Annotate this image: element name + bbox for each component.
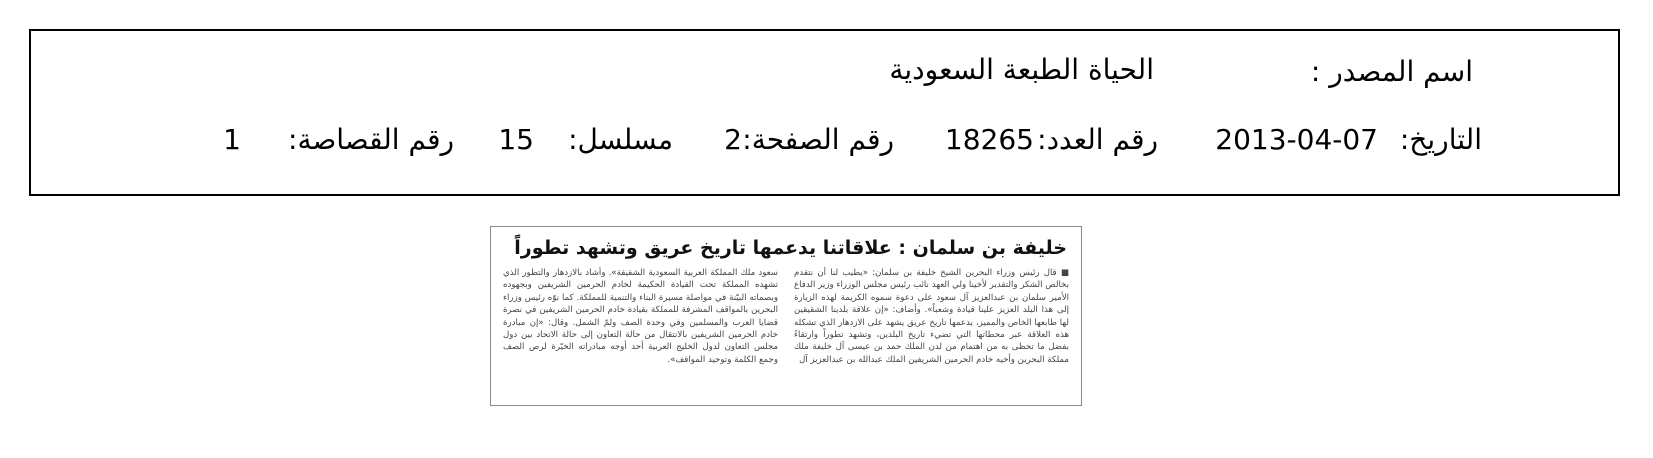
clipping-body — [503, 267, 1069, 399]
date-label: التاريخ: — [1399, 123, 1482, 156]
clipping-column-2 — [503, 267, 778, 399]
clipping-headline: خليفة بن سلمان : علاقاتنا يدعمها تاريخ عريق وتشهد تطوراً — [514, 237, 1067, 259]
clip-value: 1 — [223, 123, 241, 156]
serial-value: 15 — [498, 123, 534, 156]
clipping-column-2-text: سعود ملك المملكة العربية السعودية الشقيقة». وأشاد بالازدهار والتطور الذي تشهده المملكة تحت القيادة الحكيمة لخادم الحرمين الشريفين وبجهوده وبصماته البيّنة في مواصلة مسيرة البناء والتنمية للمملكة. كما نوّه رئيس وزراء البحرين بالمواقف المشرفة للمملكة بقيادة خادم الحرمين الشريفين في نصرة قضايا العرب والمسلمين وفي وحدة الصف ولمّ الشمل. وقال: «إن مبادرة خادم الحرمين الشريفين بالانتقال من حالة التعاون إلى حالة الاتحاد بين دول مجلس التعاون لدول الخليج العربية أحد أوجه مبادراته الخيّرة لرص الصف وجمع الكلمة وتوحيد المواقف». — [503, 268, 778, 365]
source-info-box — [29, 29, 1620, 196]
clip-label: رقم القصاصة: — [288, 123, 454, 156]
source-label: اسم المصدر : — [1310, 55, 1473, 88]
serial-label: مسلسل: — [568, 123, 673, 156]
clipping-column-1 — [794, 267, 1069, 399]
issue-value: 18265 — [944, 123, 1034, 156]
newspaper-clipping — [490, 226, 1082, 406]
date-value: 2013-04-07 — [1215, 123, 1378, 156]
source-value: الحياة الطبعة السعودية — [889, 53, 1154, 86]
clipping-column-1-text: ■ قال رئيس وزراء البحرين الشيخ خليفة بن سلمان: «يطيب لنا أن نتقدم بخالص الشكر والتقدير لأخينا ولي العهد نائب رئيس مجلس الوزراء وزير الدفاع الأمير سلمان بن عبدالعزيز آل سعود على دعوة سموه الكريمة لهذه الزيارة إلى هذا البلد العزيز علينا قيادة وشعباً». وأضاف: «إن علاقة بلدينا الشقيقين لها طابعها الخاص والمميز، يدعمها تاريخ عريق يشهد على الازدهار الذي تشكله هذه العلاقة عبر محطاتها التي تضيء تاريخ البلدين، وتشهد تطوراً وارتقاءً بفضل ما تحظى به من اهتمام من لدن الملك حمد بن عيسى آل خليفة ملك مملكة البحرين وأخيه خادم الحرمين الشريفين الملك عبدالله بن عبدالعزيز آل — [794, 268, 1069, 365]
issue-label: رقم العدد: — [1037, 123, 1158, 156]
page-value: 2 — [724, 123, 742, 156]
page-label: رقم الصفحة: — [742, 123, 894, 156]
